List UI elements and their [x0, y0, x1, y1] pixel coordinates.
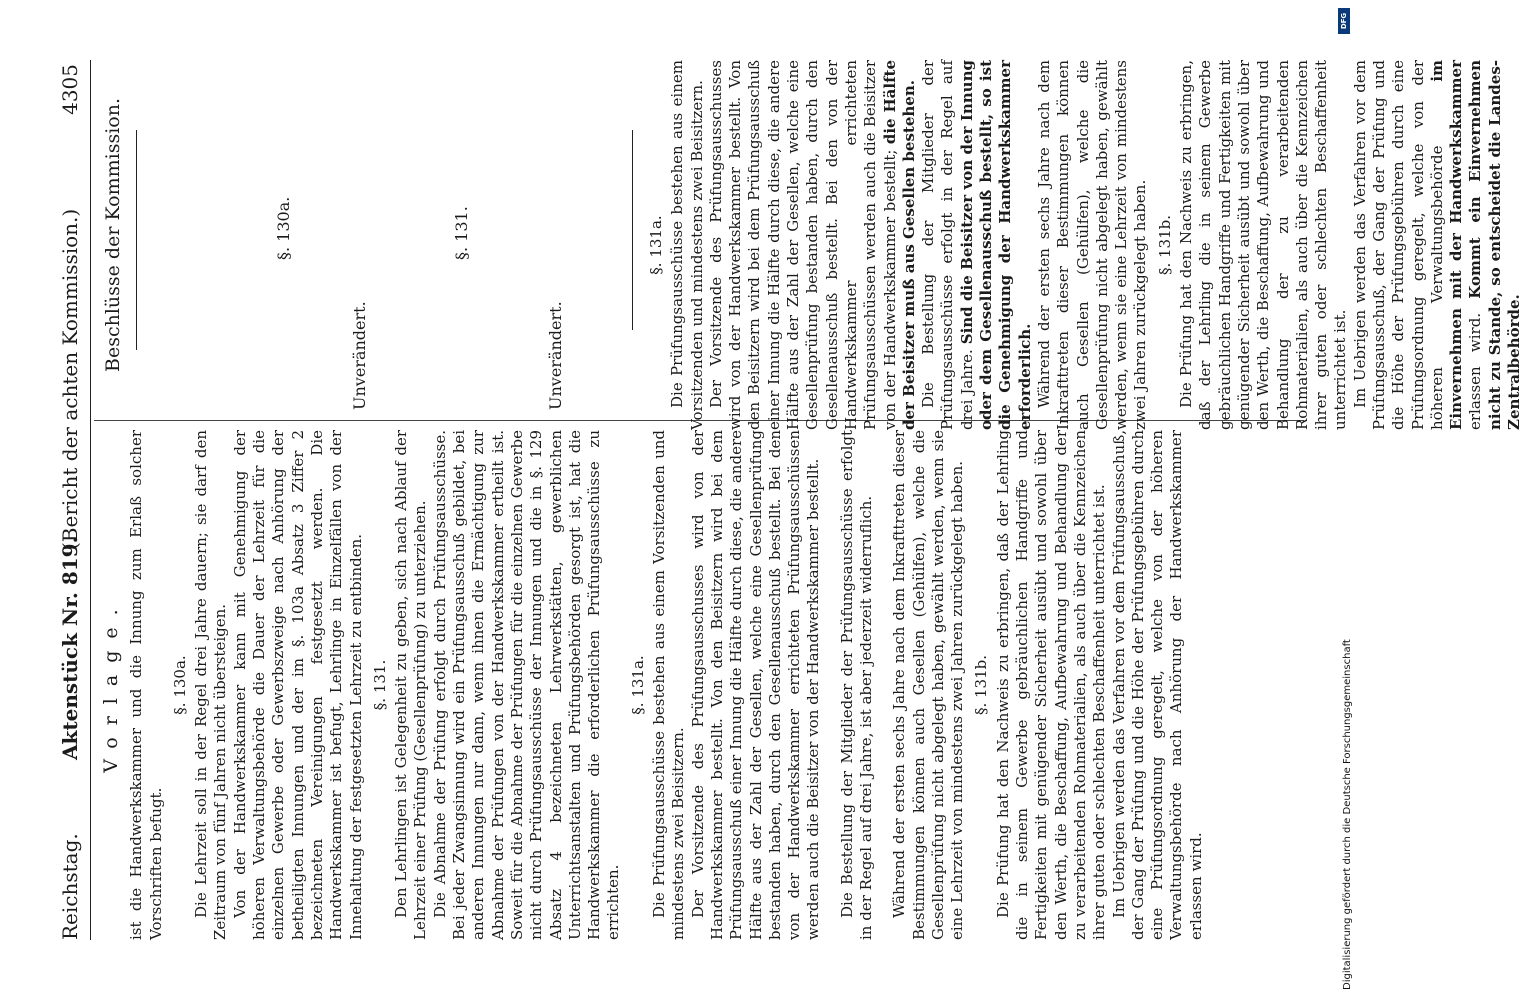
paragraph-131a-3: Die Bestellung der Mitglieder der Prüfungsausschüsse erfolgt in der Regel auf drei Jahre, ist aber jederzeit widerruflich. [837, 430, 875, 940]
paragraph-amended-131b-2-text-b: erlassen wird. [1466, 298, 1485, 430]
paragraph-intro: ist die Handwerkskammer und die Innung zum Erlaß solcher Vorschriften befugt. [127, 430, 165, 940]
section-131-heading-right: §. 131. [452, 206, 471, 260]
paragraph-amended-131b-2 [1351, 60, 1524, 430]
paragraph-131-1: Den Lehrlingen ist Gelegenheit zu geben, sich nach Ablauf der Lehrzeit einer Prüfung (Gesellenprüfung) zu unterziehen. [392, 430, 430, 940]
paragraph-amended-131a-2-emphasis: die Hälfte der Beisitzer muß aus Gesellen bestehen. [880, 59, 918, 430]
paragraph-131a-4: Während der ersten sechs Jahre nach dem Inkrafttreten dieser Bestimmungen können auch Gesellen (Gehülfen), welche die Gesellenprüfung nicht abgelegt haben, gewählt werden, wenn sie eine Lehrzeit von mindestens zwei Jahren zurückgelegt haben. [890, 430, 967, 940]
paragraph-amended-131a-2-text: Der Vorsitzende des Prüfungsausschusses wird von der Handwerkskammer bestellt. Von den Beisitzern wird bei dem Prüfungsausschuß einer Innung die Hälfte durch diese, die andere Hälfte aus der Zahl der Gesellen, welche eine Gesellenprüfung bestanden haben, durch den Gesellenausschuß bestellt. Bei den von der Handwerkskammer errichteten Prüfungsausschüssen werden auch die Beisitzer von der Handwerkskammer bestellt; [706, 60, 899, 430]
paragraph-131b-1: Die Prüfung hat den Nachweis zu erbringen, daß der Lehrling die in seinem Gewerbe gebräuchlichen Handgriffe und Fertigkeiten mit genügender Sicherheit ausübt und sowohl über den Werth, die Beschaffung, Aufbewahrung und Behandlung der zu verarbeitenden Rohmaterialien, als auch über die Kennzeichen ihrer guten oder schlechten Beschaffenheit unterrichtet ist. [993, 430, 1109, 940]
paragraph-amended-131a-3 [919, 60, 1035, 430]
paragraph-amended-131a-3-text: Die Bestellung der Mitglieder der Prüfungsausschüsse erfolgt in der Regel auf drei Jahre. [919, 60, 976, 430]
section-rule-right [632, 130, 633, 330]
column-title-beschluesse: Beschlüsse der Kommission. [102, 98, 124, 372]
paragraph-amended-131a-2 [707, 60, 919, 430]
dfg-logo [1338, 8, 1350, 34]
section-131b-heading-amended: §. 131b. [1155, 214, 1174, 276]
unchanged-130a: Unverändert. [350, 301, 369, 410]
paragraph-amended-131b-2-emphasis-a: im Einvernehmen mit der Handwerkskammer [1427, 60, 1466, 430]
header-rule [90, 60, 91, 940]
unchanged-131: Unverändert. [546, 301, 565, 410]
section-131a-heading: §. 131a. [628, 655, 647, 715]
paragraph-130a-2: Von der Handwerkskammer kann mit Genehmigung der höheren Verwaltungsbehörde die Dauer der Lehrzeit für die einzelnen Gewerbe oder Gewerbszweige nach Anhörung der betheiligten Innungen und der im §. 103a Absatz 3 Ziffer 2 bezeichneten Vereinigungen festgesetzt werden. Die Handwerkskammer ist befugt, Lehrlinge in Einzelfällen von der Innehaltung der festgesetzten Lehrzeit zu entbinden. [230, 430, 365, 940]
paragraph-amended-131b-2-emphasis-b: Kommt ein Einvernehmen nicht zu Stande, so entscheidet die Landes-Zentralbehörde. [1466, 60, 1524, 430]
digitization-credit: Digitalisierung gefördert durch die Deutsche Forschungsgemeinschaft [1342, 639, 1353, 990]
section-131b-heading: §. 131b. [972, 654, 991, 716]
column-title-vorlage: Vorlage. [100, 597, 122, 773]
title-rule-right [136, 130, 137, 350]
dfg-logo-text: DFG [1340, 12, 1348, 30]
paragraph-131-2: Die Abnahme der Prüfung erfolgt durch Prüfungsausschüsse. Bei jeder Zwangsinnung wird ein Prüfungsausschuß gebildet, bei anderen Innungen nur dann, wenn ihnen die Ermächtigung zur Abnahme der Prüfungen von der Handwerkskammer ertheilt ist. Soweit für die Abnahme der Prüfungen für die einzelnen Gewerbe nicht durch Prüfungsausschüsse der Innungen und die in §. 129 Absatz 4 bezeichneten Lehrwerkstätten, gewerblichen Unterrichtsanstalten und Prüfungsbehörden gesorgt ist, hat die Handwerkskammer die erforderlichen Prüfungsausschüsse zu errichten. [430, 430, 623, 940]
section-131-heading: §. 131. [370, 659, 389, 711]
paragraph-amended-131b-1: Die Prüfung hat den Nachweis zu erbringen, daß der Lehrling die in seinem Gewerbe gebräuchlichen Handgriffe und Fertigkeiten mit genügender Sicherheit ausübt und sowohl über den Werth, die Beschaffung, Aufbewahrung und Behandlung der zu verarbeitenden Rohmaterialien, als auch über die Kennzeichen ihrer guten oder schlechten Beschaffenheit unterrichtet ist. [1177, 60, 1350, 430]
header-reichstag: Reichstag. [58, 833, 82, 940]
section-130a-heading: §. 130a. [170, 655, 189, 715]
section-130a-heading-right: §. 130a. [274, 196, 293, 260]
paragraph-amended-131a-4: Während der ersten sechs Jahre nach dem Inkrafttreten dieser Bestimmungen können auch Gesellen (Gehülfen), welche die Gesellenprüfung nicht abgelegt haben, gewählt werden, wenn sie eine Lehrzeit von mindestens zwei Jahren zurückgelegt haben. [1034, 60, 1150, 430]
paragraph-131a-2: Der Vorsitzende des Prüfungsausschusses wird von der Handwerkskammer bestellt. Von den Beisitzern wird bei dem Prüfungsausschuß einer Innung die Hälfte durch diese, die andere Hälfte aus der Zahl der Gesellen, welche eine Gesellenprüfung bestanden haben, durch den Gesellenausschuß bestellt. Bei den von der Handwerkskammer errichteten Prüfungsausschüssen werden auch die Beisitzer von der Handwerkskammer bestellt. [688, 430, 823, 940]
column-beschluesse [102, 60, 130, 410]
paragraph-amended-131a-3-emphasis: Sind die Beisitzer von der Innung oder dem Gesellenausschuß bestellt, so ist die Genehmigung der Handwerkskammer erforderlich. [957, 60, 1034, 430]
header-document-number: Aktenstück Nr. 819. [58, 536, 82, 760]
section-131a-heading-amended: §. 131a. [647, 215, 665, 275]
header-page-number: 4305 [58, 64, 82, 115]
paragraph-amended-131b-2-text-a: Im Uebrigen werden das Verfahren vor dem Prüfungsausschuß, der Gang der Prüfung und die Höhe der Prüfungsgebühren durch eine Prüfungsordnung geregelt, welche von der höheren Verwaltungsbehörde [1350, 60, 1446, 430]
paragraph-130a-1: Die Lehrzeit soll in der Regel drei Jahre dauern; sie darf den Zeitraum von fünf Jahren nicht übersteigen. [192, 430, 230, 940]
paragraph-131a-1: Die Prüfungsausschüsse bestehen aus einem Vorsitzenden und mindestens zwei Beisitzern. [650, 430, 688, 940]
paragraph-131b-2: Im Uebrigen werden das Verfahren vor dem Prüfungsausschuß, der Gang der Prüfung und die Höhe der Prüfungsgebühren durch eine Prüfungsordnung geregelt, welche von der höheren Verwaltungsbehörde nach Anhörung der Handwerkskammer erlassen wird. [1109, 430, 1205, 940]
header-report-title: (Bericht der achten Kommission.) [58, 208, 82, 550]
column-beschluesse-amended [642, 60, 1524, 430]
column-vorlage [102, 430, 1206, 940]
paragraph-amended-131a-1: Die Prüfungsausschüsse bestehen aus einem Vorsitzenden und mindestens zwei Beisitzern. [668, 60, 706, 430]
